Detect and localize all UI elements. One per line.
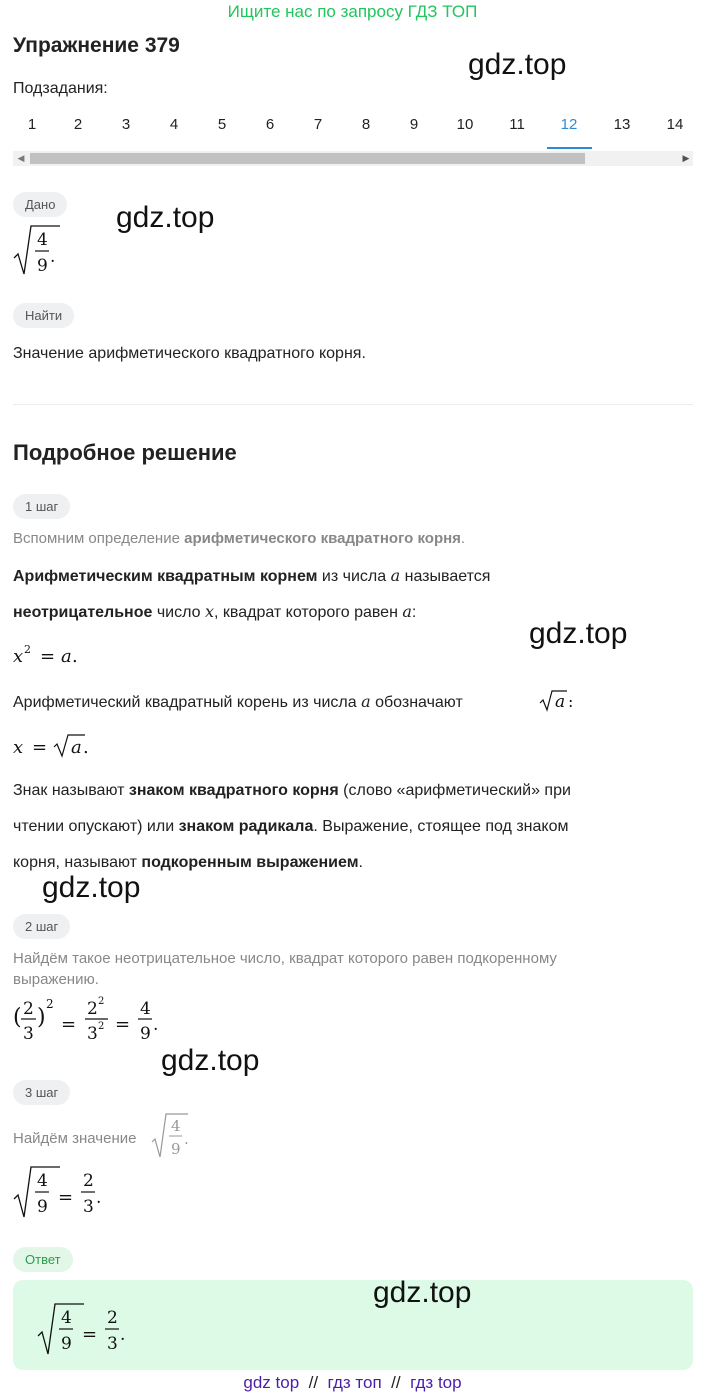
svg-text:.: . bbox=[96, 1188, 102, 1208]
given-badge: Дано bbox=[13, 192, 67, 217]
tab-4[interactable]: 4 bbox=[169, 116, 179, 133]
svg-text:4: 4 bbox=[37, 230, 48, 250]
svg-text:3: 3 bbox=[83, 1197, 94, 1217]
footer-link-gdz-top[interactable]: gdz top bbox=[243, 1373, 300, 1392]
svg-text:a: a bbox=[71, 737, 82, 758]
subtask-tabs bbox=[13, 116, 693, 150]
tab-5[interactable]: 5 bbox=[217, 116, 227, 133]
svg-text:9: 9 bbox=[37, 256, 48, 276]
given-expression bbox=[12, 222, 62, 278]
svg-text:4: 4 bbox=[37, 1171, 48, 1191]
find-text: Значение арифметического квадратного корня. bbox=[13, 345, 366, 362]
svg-text:a: a bbox=[61, 646, 72, 667]
svg-text:.: . bbox=[184, 1130, 189, 1148]
find-badge: Найти bbox=[13, 303, 74, 328]
page-title: Упражнение 379 bbox=[13, 34, 180, 57]
svg-text::: : bbox=[568, 692, 574, 711]
tab-12[interactable]: 12 bbox=[560, 116, 578, 133]
svg-text:=: = bbox=[40, 646, 56, 667]
watermark: gdz.top bbox=[529, 617, 628, 650]
scrollbar-thumb[interactable] bbox=[30, 153, 585, 164]
scroll-right-icon[interactable]: ▶ bbox=[682, 153, 690, 163]
tab-13[interactable]: 13 bbox=[613, 116, 631, 133]
tab-9[interactable]: 9 bbox=[409, 116, 419, 133]
step-3-badge: 3 шаг bbox=[13, 1080, 70, 1105]
svg-text:(: ( bbox=[13, 1005, 22, 1030]
svg-text:3: 3 bbox=[87, 1024, 98, 1044]
svg-text:.: . bbox=[72, 646, 78, 667]
tab-6[interactable]: 6 bbox=[265, 116, 275, 133]
tab-7[interactable]: 7 bbox=[313, 116, 323, 133]
radical-paragraph-line-3: корня, называют подкоренным выражением. bbox=[13, 854, 363, 871]
definition-line-1: Арифметическим квадратным корнем из числа a называется bbox=[13, 566, 491, 585]
svg-text:=: = bbox=[32, 737, 48, 758]
svg-text:2: 2 bbox=[83, 1171, 94, 1191]
svg-text:.: . bbox=[120, 1325, 126, 1345]
sqrt-a-inline bbox=[538, 688, 578, 714]
svg-text:2: 2 bbox=[98, 1021, 105, 1032]
footer-separator: // bbox=[391, 1373, 401, 1392]
svg-text:2: 2 bbox=[23, 999, 34, 1019]
watermark: gdz.top bbox=[161, 1044, 260, 1077]
watermark: gdz.top bbox=[42, 871, 141, 904]
tab-2[interactable]: 2 bbox=[73, 116, 83, 133]
step-1-badge: 1 шаг bbox=[13, 494, 70, 519]
subtasks-label: Подзадания: bbox=[13, 80, 108, 97]
equation-x-squared bbox=[12, 641, 112, 669]
step-2-text-1: Найдём такое неотрицательное число, квадрат которого равен подкоренному bbox=[13, 950, 557, 967]
svg-text:4: 4 bbox=[61, 1308, 72, 1328]
tab-10[interactable]: 10 bbox=[456, 116, 474, 133]
footer-links bbox=[0, 1373, 705, 1393]
divider bbox=[13, 404, 693, 405]
svg-text:2: 2 bbox=[98, 996, 105, 1007]
tab-1[interactable]: 1 bbox=[27, 116, 37, 133]
active-tab-indicator bbox=[547, 147, 592, 149]
solution-heading: Подробное решение bbox=[13, 440, 237, 465]
step-3-text: Найдём значение bbox=[13, 1130, 137, 1147]
notation-line: Арифметический квадратный корень из числа a обозначают bbox=[13, 692, 463, 711]
svg-text:x: x bbox=[13, 646, 24, 667]
svg-text:): ) bbox=[37, 1005, 46, 1030]
svg-text:a: a bbox=[555, 692, 566, 712]
step-2-badge: 2 шаг bbox=[13, 914, 70, 939]
tab-8[interactable]: 8 bbox=[361, 116, 371, 133]
svg-text:9: 9 bbox=[61, 1334, 72, 1354]
footer-link-gdz-top-ru[interactable]: гдз топ bbox=[327, 1373, 382, 1392]
step-2-text-2: выражению. bbox=[13, 971, 99, 988]
step-1-intro: Вспомним определение арифметического квадратного корня. bbox=[13, 530, 466, 547]
svg-text:.: . bbox=[153, 1015, 159, 1035]
svg-text:4: 4 bbox=[140, 999, 151, 1019]
svg-text:3: 3 bbox=[107, 1334, 118, 1354]
watermark: gdz.top bbox=[116, 201, 215, 234]
svg-text:2: 2 bbox=[87, 999, 98, 1019]
svg-text:x: x bbox=[13, 737, 24, 758]
step-2-equation bbox=[12, 992, 172, 1048]
svg-text:9: 9 bbox=[37, 1197, 48, 1217]
radical-paragraph-line-2: чтении опускают) или знаком радикала. Выражение, стоящее под знаком bbox=[13, 818, 569, 835]
svg-text:=: = bbox=[82, 1324, 98, 1345]
svg-text:9: 9 bbox=[140, 1024, 151, 1044]
watermark: gdz.top bbox=[468, 48, 567, 81]
svg-text:2: 2 bbox=[107, 1308, 118, 1328]
svg-text:.: . bbox=[50, 247, 56, 267]
step-3-inline-sqrt bbox=[150, 1110, 194, 1162]
step-3-equation bbox=[12, 1163, 122, 1223]
tab-14[interactable]: 14 bbox=[666, 116, 684, 133]
footer-link-gdz-top-mixed[interactable]: гдз top bbox=[410, 1373, 462, 1392]
svg-text:=: = bbox=[58, 1187, 74, 1208]
svg-text:=: = bbox=[115, 1014, 131, 1035]
footer-separator: // bbox=[308, 1373, 319, 1392]
equation-x-sqrt-a bbox=[12, 731, 122, 761]
svg-text:3: 3 bbox=[23, 1024, 34, 1044]
svg-text:4: 4 bbox=[171, 1117, 181, 1135]
watermark: gdz.top bbox=[373, 1276, 472, 1309]
svg-text:2: 2 bbox=[46, 997, 54, 1011]
answer-badge: Ответ bbox=[13, 1247, 73, 1272]
tab-3[interactable]: 3 bbox=[121, 116, 131, 133]
tab-11[interactable]: 11 bbox=[509, 116, 525, 133]
scroll-left-icon[interactable]: ◀ bbox=[17, 153, 25, 163]
radical-paragraph-line-1: Знак называют знаком квадратного корня (слово «арифметический» при bbox=[13, 782, 571, 799]
svg-text:2: 2 bbox=[24, 643, 31, 656]
definition-line-2: неотрицательное число x, квадрат которого равен a: bbox=[13, 602, 417, 621]
svg-text:=: = bbox=[61, 1014, 77, 1035]
search-banner: Ищите нас по запросу ГДЗ ТОП bbox=[227, 2, 478, 21]
answer-equation bbox=[36, 1300, 146, 1360]
svg-text:.: . bbox=[83, 737, 89, 758]
svg-text:9: 9 bbox=[171, 1140, 181, 1158]
